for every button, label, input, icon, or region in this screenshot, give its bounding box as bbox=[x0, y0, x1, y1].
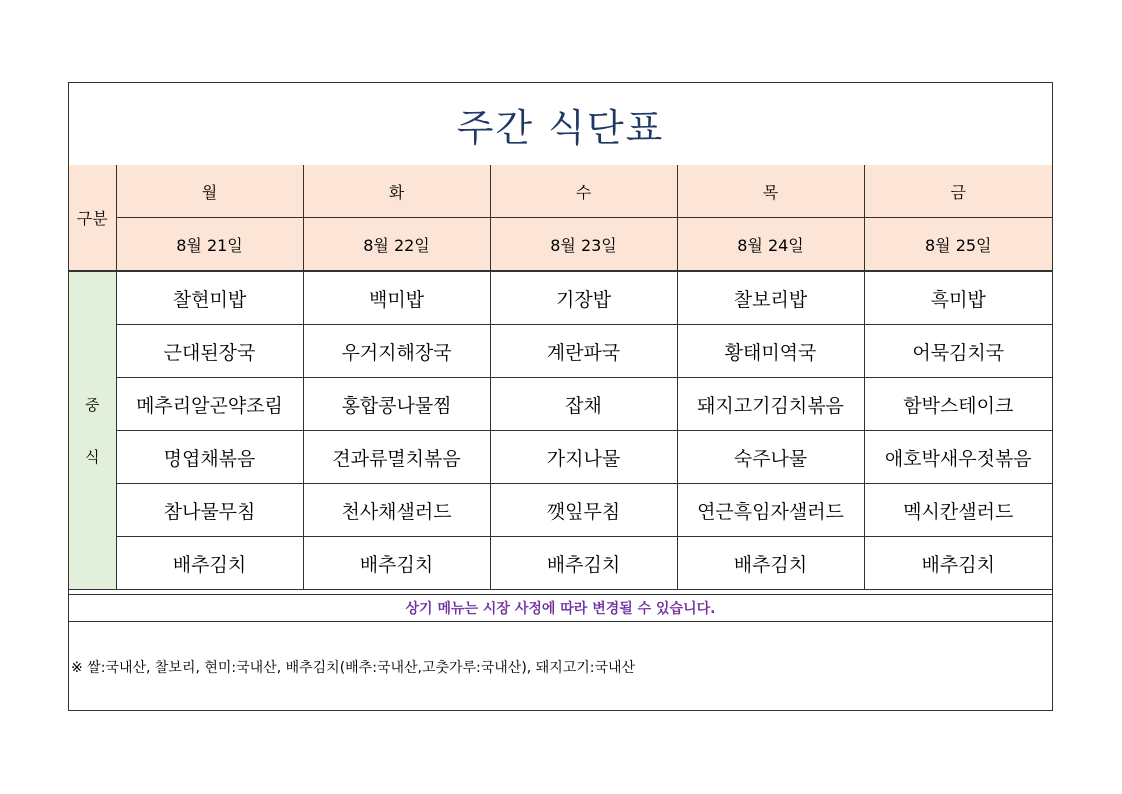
day-header: 목 bbox=[677, 165, 864, 218]
menu-cell: 찰현미밥 bbox=[116, 271, 303, 325]
menu-cell: 배추김치 bbox=[864, 537, 1052, 590]
menu-cell: 돼지고기김치볶음 bbox=[677, 378, 864, 431]
menu-cell: 함박스테이크 bbox=[864, 378, 1052, 431]
day-header: 화 bbox=[303, 165, 490, 218]
menu-row bbox=[69, 537, 1052, 590]
menu-row bbox=[69, 484, 1052, 537]
menu-cell: 참나물무침 bbox=[116, 484, 303, 537]
menu-sheet bbox=[68, 82, 1053, 711]
day-header: 금 bbox=[864, 165, 1052, 218]
menu-cell: 황태미역국 bbox=[677, 325, 864, 378]
menu-cell: 잡채 bbox=[490, 378, 677, 431]
lunch-label bbox=[69, 271, 116, 590]
menu-cell: 숙주나물 bbox=[677, 431, 864, 484]
lunch-label-line1: 중 bbox=[85, 395, 100, 414]
title-row bbox=[69, 83, 1052, 166]
menu-cell: 백미밥 bbox=[303, 271, 490, 325]
notice-row bbox=[69, 594, 1052, 622]
menu-cell: 배추김치 bbox=[116, 537, 303, 590]
menu-cell: 멕시칸샐러드 bbox=[864, 484, 1052, 537]
menu-table bbox=[69, 165, 1052, 590]
menu-row bbox=[69, 271, 1052, 325]
lunch-label-line2: 식 bbox=[85, 447, 100, 466]
menu-cell: 깻잎무침 bbox=[490, 484, 677, 537]
menu-row bbox=[69, 325, 1052, 378]
date-header-row bbox=[69, 218, 1052, 272]
date-header: 8월 21일 bbox=[116, 218, 303, 272]
day-header-row bbox=[69, 165, 1052, 218]
category-header: 구분 bbox=[69, 165, 116, 271]
menu-cell: 기장밥 bbox=[490, 271, 677, 325]
menu-change-notice: 상기 메뉴는 시장 사정에 따라 변경될 수 있습니다. bbox=[405, 601, 716, 617]
date-header: 8월 23일 bbox=[490, 218, 677, 272]
menu-cell: 근대된장국 bbox=[116, 325, 303, 378]
menu-cell: 천사채샐러드 bbox=[303, 484, 490, 537]
day-header: 월 bbox=[116, 165, 303, 218]
menu-row bbox=[69, 378, 1052, 431]
date-header: 8월 24일 bbox=[677, 218, 864, 272]
menu-cell: 우거지해장국 bbox=[303, 325, 490, 378]
menu-cell: 메추리알곤약조림 bbox=[116, 378, 303, 431]
menu-row bbox=[69, 431, 1052, 484]
origin-info: ※ 쌀:국내산, 찰보리, 현미:국내산, 배추김치(배추:국내산,고춧가루:국내산), 돼지고기:국내산 bbox=[71, 660, 636, 676]
menu-cell: 흑미밥 bbox=[864, 271, 1052, 325]
menu-cell: 어묵김치국 bbox=[864, 325, 1052, 378]
menu-cell: 가지나물 bbox=[490, 431, 677, 484]
menu-cell: 명엽채볶음 bbox=[116, 431, 303, 484]
menu-cell: 배추김치 bbox=[303, 537, 490, 590]
menu-cell: 홍합콩나물찜 bbox=[303, 378, 490, 431]
menu-cell: 견과류멸치볶음 bbox=[303, 431, 490, 484]
menu-cell: 배추김치 bbox=[677, 537, 864, 590]
menu-cell: 찰보리밥 bbox=[677, 271, 864, 325]
menu-cell: 애호박새우젓볶음 bbox=[864, 431, 1052, 484]
page-title: 주간 식단표 bbox=[456, 105, 665, 150]
day-header: 수 bbox=[490, 165, 677, 218]
menu-cell: 계란파국 bbox=[490, 325, 677, 378]
date-header: 8월 22일 bbox=[303, 218, 490, 272]
menu-cell: 배추김치 bbox=[490, 537, 677, 590]
menu-cell: 연근흑임자샐러드 bbox=[677, 484, 864, 537]
date-header: 8월 25일 bbox=[864, 218, 1052, 272]
